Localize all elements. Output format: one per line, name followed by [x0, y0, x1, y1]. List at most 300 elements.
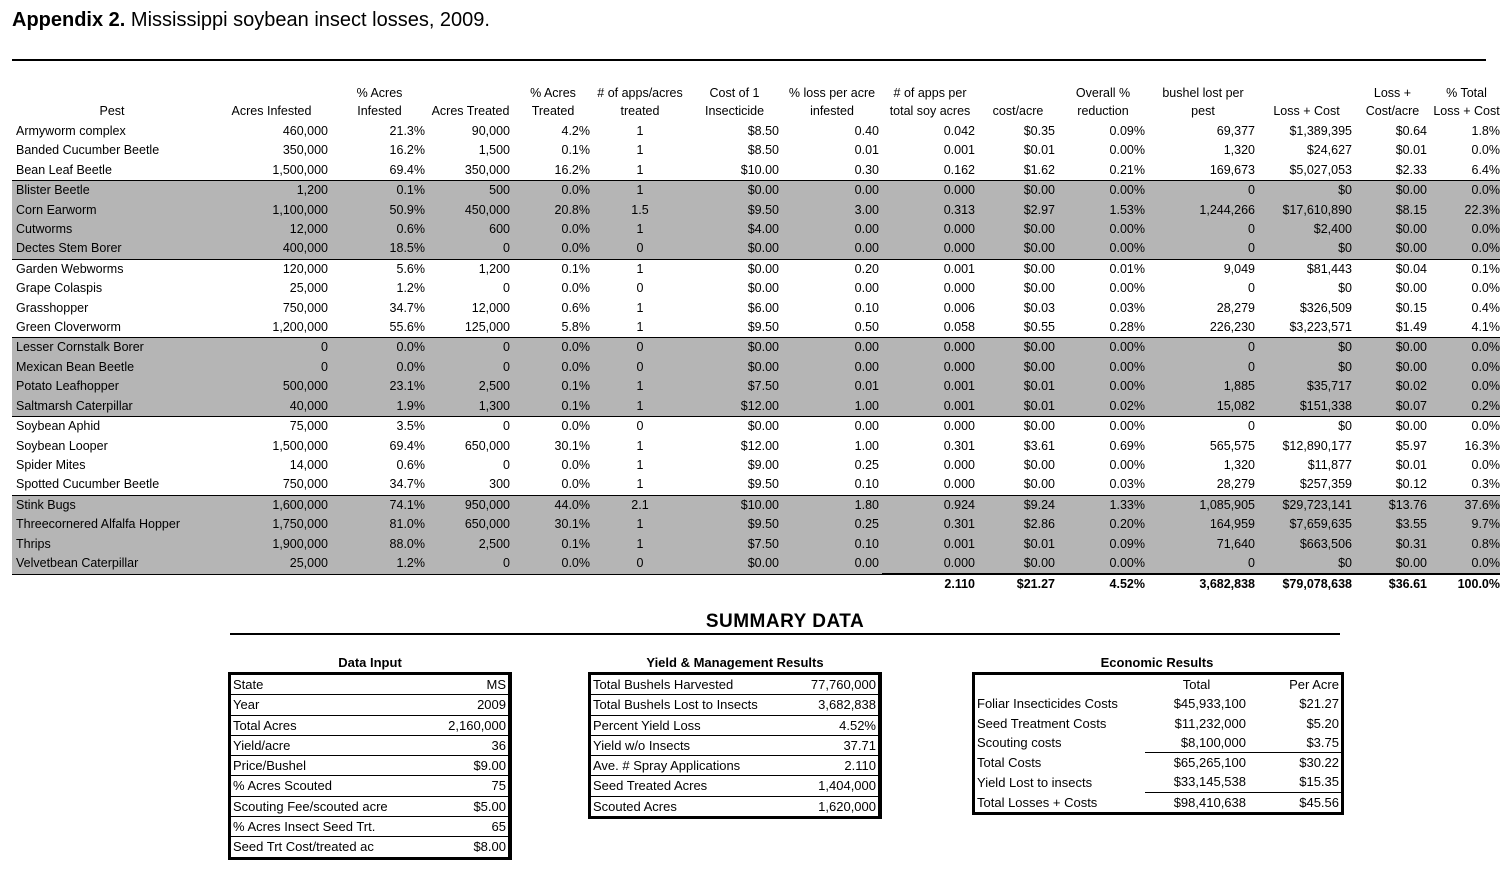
table-cell: 0.1% [513, 377, 593, 396]
table-cell: 1,500 [478, 143, 510, 158]
yield-value: 77,760,000 [791, 675, 879, 695]
table-cell: 0.00% [1109, 419, 1145, 434]
table-cell: 500 [428, 181, 513, 201]
table-cell: 1,085,905 [1148, 495, 1258, 515]
table-row [12, 437, 1500, 456]
table-cell: 0.1% [561, 143, 590, 158]
pest-name: Corn Earworm [12, 201, 212, 220]
table-cell: $35,717 [1258, 377, 1355, 396]
table-cell: 0.000 [882, 554, 978, 574]
table-cell: $0 [1258, 554, 1355, 574]
column-header: % Acres Treated [530, 86, 576, 118]
table-cell: 0 [212, 338, 331, 358]
pest-name: Thrips [12, 535, 212, 554]
table-cell: 15,082 [1148, 397, 1258, 417]
table-cell: $0.03 [1023, 300, 1055, 315]
table-cell: $0.00 [1023, 261, 1055, 276]
table-row [12, 417, 1500, 437]
table-cell: 1,500,000 [272, 438, 328, 453]
table-cell: 0 [593, 554, 687, 574]
table-cell: 1.5 [593, 201, 687, 220]
table-cell: $0.01 [978, 397, 1058, 417]
table-row [12, 495, 1500, 515]
table-cell: 1,300 [428, 397, 513, 417]
economic-label: Yield Lost to insects [977, 774, 1093, 790]
table-cell: 0.00 [782, 220, 882, 239]
data-input-label: % Acres Scouted [231, 776, 421, 796]
insect-loss-table [12, 66, 1500, 595]
total-cell: $36.61 [1355, 574, 1430, 594]
column-header: Overall % reduction [1075, 86, 1131, 118]
table-cell: $0.35 [1023, 124, 1055, 138]
table-cell: 0.0% [1430, 358, 1500, 377]
table-cell: 37.6% [1430, 495, 1500, 515]
table-cell: 0 [636, 419, 644, 434]
table-cell: $2.86 [978, 515, 1058, 534]
table-cell: 1 [593, 535, 687, 554]
table-cell: 1 [593, 220, 687, 239]
table-cell: $24,627 [1306, 143, 1352, 158]
table-cell: 1.80 [782, 495, 882, 515]
pest-name: Soybean Looper [16, 438, 108, 453]
table-cell: 0.0% [513, 220, 593, 239]
table-row [12, 122, 1500, 141]
table-cell: 0.1% [1471, 261, 1500, 276]
table-cell: $12,890,177 [1282, 438, 1352, 453]
table-cell: 0 [428, 554, 513, 574]
table-cell: 0.00 [782, 181, 882, 201]
table-cell: 0.00% [1109, 457, 1145, 472]
table-cell: $0.00 [978, 338, 1058, 358]
table-cell: 21.3% [389, 124, 425, 138]
table-cell: 0.006 [943, 300, 975, 315]
pest-name: Stink Bugs [12, 495, 212, 515]
table-cell: 0 [636, 281, 644, 296]
table-cell: 300 [489, 477, 510, 492]
table-cell: 1 [636, 457, 644, 472]
table-cell: 0.0% [1471, 419, 1500, 434]
table-cell: 565,575 [1209, 438, 1255, 453]
economic-total: $11,232,000 [1174, 715, 1246, 731]
total-cell [331, 574, 428, 594]
table-cell: 1 [593, 377, 687, 396]
table-row [12, 475, 1500, 495]
table-cell: 1,320 [1223, 143, 1255, 158]
table-cell: 1.9% [331, 397, 428, 417]
table-cell: 1 [593, 181, 687, 201]
table-cell: 71,640 [1148, 535, 1258, 554]
page-title [12, 8, 490, 32]
table-cell: 0.3% [1471, 477, 1500, 492]
table-cell: 1,320 [1223, 457, 1255, 472]
table-cell: 0.28% [1109, 320, 1145, 335]
table-cell: $0.12 [1395, 477, 1427, 492]
yield-row [591, 715, 879, 735]
data-input-label: State [231, 675, 421, 695]
table-cell: $0.00 [1355, 358, 1430, 377]
economic-label: Total Costs [977, 754, 1042, 770]
table-cell: 0.10 [782, 535, 882, 554]
pest-name: Armyworm complex [16, 124, 126, 138]
table-cell: $0.00 [747, 261, 779, 276]
data-input-label: Price/Bushel [231, 756, 421, 776]
economic-per-acre: $30.22 [1299, 755, 1339, 771]
table-cell: 1 [593, 397, 687, 417]
table-cell: 0.0% [513, 239, 593, 259]
table-cell: $5.97 [1395, 438, 1427, 453]
table-cell: $9.50 [687, 201, 782, 220]
data-input-row [231, 817, 509, 837]
table-cell: 0.00% [1109, 281, 1145, 296]
table-cell: 1.2% [331, 554, 428, 574]
total-cell [687, 574, 782, 594]
table-cell: 0.1% [331, 181, 428, 201]
table-cell: $0.00 [1395, 419, 1427, 434]
table-cell: 28,279 [1216, 300, 1255, 315]
total-cell [12, 574, 212, 594]
table-cell: 0.001 [882, 397, 978, 417]
table-row [12, 279, 1500, 298]
table-cell: 164,959 [1148, 515, 1258, 534]
data-input-row [231, 675, 509, 695]
table-cell: 0.0% [331, 338, 428, 358]
table-cell: 1.53% [1058, 201, 1148, 220]
table-cell: 0.0% [513, 554, 593, 574]
table-cell: 500,000 [212, 377, 331, 396]
pest-name: Green Cloverworm [16, 320, 121, 335]
table-cell: $7.50 [687, 377, 782, 396]
table-cell: 4.1% [1471, 320, 1500, 335]
table-cell: 0.00% [1058, 338, 1148, 358]
table-cell: 1,100,000 [212, 201, 331, 220]
table-cell: 450,000 [428, 201, 513, 220]
table-cell: $0 [1258, 181, 1355, 201]
yield-row [591, 776, 879, 796]
table-cell: $81,443 [1306, 261, 1352, 276]
table-cell: 1,200 [478, 261, 510, 276]
table-cell: 1 [636, 300, 644, 315]
economic-row [975, 694, 1341, 713]
table-cell: 30.1% [554, 438, 590, 453]
table-cell: $13.76 [1355, 495, 1430, 515]
table-cell: 0.02% [1058, 397, 1148, 417]
economic-row [975, 772, 1341, 792]
table-cell: $3.61 [1023, 438, 1055, 453]
pest-name: Threecornered Alfalfa Hopper [12, 515, 212, 534]
pest-name: Grape Colaspis [16, 281, 103, 296]
table-cell: 34.7% [389, 477, 425, 492]
table-cell: $0.00 [1355, 338, 1430, 358]
table-cell: 1 [636, 477, 644, 492]
column-header: Loss + Cost [1273, 104, 1340, 118]
table-cell: 0.301 [882, 515, 978, 534]
yield-label: Yield w/o Insects [591, 735, 791, 755]
total-cell: 4.52% [1058, 574, 1148, 594]
table-cell: $9.50 [747, 320, 779, 335]
table-cell: $663,506 [1258, 535, 1355, 554]
data-input-value: 2009 [421, 695, 509, 715]
table-cell: $0.00 [978, 220, 1058, 239]
table-cell: 5.8% [561, 320, 590, 335]
table-cell: $0.00 [747, 419, 779, 434]
table-cell: $29,723,141 [1258, 495, 1355, 515]
economic-col-total: Total [1182, 677, 1211, 692]
table-cell: 0.0% [561, 477, 590, 492]
economic-row [975, 714, 1341, 733]
table-cell: $0.00 [687, 358, 782, 377]
pest-name: Spotted Cucumber Beetle [16, 477, 160, 492]
table-cell: 0.0% [561, 281, 590, 296]
data-input-value: MS [421, 675, 509, 695]
yield-row [591, 735, 879, 755]
table-cell: 0.01% [1109, 261, 1145, 276]
table-cell: 23.1% [331, 377, 428, 396]
table-body [12, 122, 1500, 595]
pest-name: Garden Webworms [16, 261, 124, 276]
table-cell: $0.31 [1355, 535, 1430, 554]
table-cell: 1,885 [1148, 377, 1258, 396]
table-cell: 16.2% [554, 162, 590, 177]
table-cell: 30.1% [513, 515, 593, 534]
table-cell: 0.30 [854, 162, 879, 177]
data-input-value: $8.00 [421, 837, 509, 857]
table-cell: 9.7% [1430, 515, 1500, 534]
column-header: Loss + Cost/acre [1365, 86, 1420, 118]
table-cell: 5.6% [396, 261, 425, 276]
table-cell: $9.50 [747, 477, 779, 492]
table-cell: $0.64 [1395, 124, 1427, 138]
pest-name: Blister Beetle [12, 181, 212, 201]
table-cell: 0.0% [1471, 143, 1500, 158]
table-cell: 0.21% [1109, 162, 1145, 177]
data-input-row [231, 796, 509, 816]
data-input-label: Yield/acre [231, 735, 421, 755]
table-cell: 0.00 [782, 358, 882, 377]
table-cell: $2.33 [1395, 162, 1427, 177]
data-input-value: 36 [421, 735, 509, 755]
table-cell: 1.2% [396, 281, 425, 296]
table-cell: $7,659,635 [1258, 515, 1355, 534]
data-input-label: % Acres Insect Seed Trt. [231, 817, 421, 837]
title-text: Mississippi soybean insect losses, 2009. [125, 9, 490, 31]
table-cell: $0.00 [1023, 419, 1055, 434]
table-cell: 55.6% [389, 320, 425, 335]
table-cell: 1,500,000 [272, 162, 328, 177]
pest-name: Dectes Stem Borer [12, 239, 212, 259]
table-cell: $0.00 [687, 338, 782, 358]
table-cell: 650,000 [428, 515, 513, 534]
table-cell: 125,000 [464, 320, 510, 335]
total-cell [212, 574, 331, 594]
table-cell: 0.0% [1430, 377, 1500, 396]
table-cell: 0.6% [561, 300, 590, 315]
table-cell: 0.000 [882, 338, 978, 358]
data-input-row [231, 695, 509, 715]
column-header: Pest [99, 104, 125, 118]
total-cell: 2.110 [882, 574, 978, 594]
economic-header-row [975, 675, 1341, 694]
table-cell: 9,049 [1223, 261, 1255, 276]
table-cell: $10.00 [740, 162, 779, 177]
table-cell: 74.1% [331, 495, 428, 515]
table-cell: 40,000 [212, 397, 331, 417]
table-row [12, 181, 1500, 201]
economic-label: Foliar Insecticides Costs [977, 696, 1118, 712]
table-cell: 0.058 [943, 320, 975, 335]
economic-results-title: Economic Results [1100, 655, 1214, 670]
table-cell: $6.00 [747, 300, 779, 315]
table-cell: 25,000 [289, 281, 328, 296]
table-cell: $3.55 [1355, 515, 1430, 534]
total-cell [513, 574, 593, 594]
table-cell: 3.5% [396, 419, 425, 434]
table-cell: 0.8% [1430, 535, 1500, 554]
table-cell: 0.00% [1109, 143, 1145, 158]
table-cell: 650,000 [464, 438, 510, 453]
table-cell: 0 [1148, 338, 1258, 358]
data-input-row [231, 756, 509, 776]
summary-title: SUMMARY DATA [705, 611, 865, 632]
table-cell: $1.62 [1023, 162, 1055, 177]
table-cell: 0.0% [1430, 239, 1500, 259]
table-cell: 0.000 [882, 220, 978, 239]
table-cell: 0.924 [882, 495, 978, 515]
table-cell: 1 [636, 438, 644, 453]
table-row [12, 161, 1500, 181]
table-cell: $0.00 [1023, 457, 1055, 472]
table-cell: 0.00% [1058, 220, 1148, 239]
economic-total: $33,145,538 [1145, 772, 1248, 792]
table-cell: $151,338 [1258, 397, 1355, 417]
table-cell: $7.50 [687, 535, 782, 554]
table-cell: $0.01 [978, 535, 1058, 554]
yield-value: 4.52% [791, 715, 879, 735]
table-cell: $0.00 [1395, 281, 1427, 296]
table-cell: 0.20% [1058, 515, 1148, 534]
table-cell: 1,750,000 [212, 515, 331, 534]
table-cell: 0.6% [396, 457, 425, 472]
economic-label: Scouting costs [977, 735, 1062, 751]
table-cell: $0.55 [1023, 320, 1055, 335]
table-cell: 12,000 [212, 220, 331, 239]
yield-results-title: Yield & Management Results [646, 655, 824, 670]
table-cell: $0.00 [1355, 239, 1430, 259]
table-row [12, 554, 1500, 574]
table-row [12, 338, 1500, 358]
pest-name: Velvetbean Caterpillar [12, 554, 212, 574]
table-cell: 0.01 [854, 143, 879, 158]
total-cell: 3,682,838 [1148, 574, 1258, 594]
table-cell: $0.01 [1395, 457, 1427, 472]
table-cell: $0.00 [687, 239, 782, 259]
table-cell: 1 [636, 261, 644, 276]
table-cell: $0.00 [978, 239, 1058, 259]
table-row [12, 299, 1500, 318]
table-cell: 0.25 [854, 457, 879, 472]
table-cell: 226,230 [1209, 320, 1255, 335]
column-header: % Acres Infested [356, 86, 403, 118]
table-cell: 0.03% [1109, 477, 1145, 492]
yield-value: 3,682,838 [791, 695, 879, 715]
table-cell: 0 [212, 358, 331, 377]
table-cell: 0.313 [882, 201, 978, 220]
yield-value: 1,620,000 [791, 796, 879, 816]
yield-label: Total Bushels Lost to Insects [591, 695, 791, 715]
table-cell: $0.00 [1355, 181, 1430, 201]
table-cell: 0.0% [513, 338, 593, 358]
table-cell: 0 [593, 358, 687, 377]
title-label: Appendix 2. [12, 9, 126, 31]
data-input-value: 65 [421, 817, 509, 837]
table-cell: 750,000 [282, 300, 328, 315]
table-cell: 0.00% [1058, 377, 1148, 396]
table-cell: 50.9% [331, 201, 428, 220]
data-input-title: Data Input [338, 655, 402, 670]
table-row [12, 318, 1500, 338]
table-cell: 0.00% [1058, 554, 1148, 574]
table-cell: 1.33% [1058, 495, 1148, 515]
table-cell: $326,509 [1299, 300, 1352, 315]
column-header: Acres Infested [231, 104, 312, 118]
table-cell: 1,200,000 [272, 320, 328, 335]
table-cell: 1.8% [1471, 124, 1500, 138]
table-cell: 0.00% [1058, 239, 1148, 259]
table-cell: 750,000 [282, 477, 328, 492]
table-cell: $4.00 [687, 220, 782, 239]
table-cell: 2,500 [428, 377, 513, 396]
table-cell: 0.0% [561, 457, 590, 472]
table-cell: 16.2% [389, 143, 425, 158]
table-cell: 950,000 [428, 495, 513, 515]
table-cell: 0.69% [1109, 438, 1145, 453]
table-cell: 0.000 [882, 239, 978, 259]
table-cell: $1,389,395 [1289, 124, 1352, 138]
table-cell: 0 [1148, 220, 1258, 239]
table-cell: 0.50 [854, 320, 879, 335]
yield-label: Total Bushels Harvested [591, 675, 791, 695]
table-cell: 69.4% [389, 162, 425, 177]
economic-total: $45,933,100 [1173, 696, 1246, 712]
table-cell: 0 [428, 239, 513, 259]
table-cell: 0.1% [561, 261, 590, 276]
data-input-row [231, 776, 509, 796]
column-header: # of apps/acres treated [597, 86, 683, 118]
table-cell: 0.000 [882, 181, 978, 201]
data-input-value: $9.00 [421, 756, 509, 776]
summary-rule [230, 633, 1340, 635]
table-cell: $8.15 [1355, 201, 1430, 220]
table-row [12, 259, 1500, 279]
data-input-row [231, 735, 509, 755]
table-row [12, 201, 1500, 220]
table-cell: 0 [503, 419, 510, 434]
economic-label: Total Losses + Costs [977, 794, 1098, 810]
table-cell: 0.1% [513, 397, 593, 417]
table-cell: 0.001 [943, 143, 975, 158]
table-cell: 0.0% [1471, 281, 1500, 296]
column-header: % Total Loss + Cost [1433, 86, 1500, 118]
table-cell: 0.00% [1058, 358, 1148, 377]
table-row [12, 397, 1500, 417]
table-cell: $0.02 [1355, 377, 1430, 396]
table-cell: 0.0% [1471, 457, 1500, 472]
pest-name: Spider Mites [16, 457, 86, 472]
data-input-panel [228, 672, 512, 860]
table-cell: $8.50 [747, 124, 779, 138]
yield-value: 37.71 [791, 735, 879, 755]
table-cell: 0.03% [1109, 300, 1145, 315]
economic-row [975, 753, 1341, 773]
